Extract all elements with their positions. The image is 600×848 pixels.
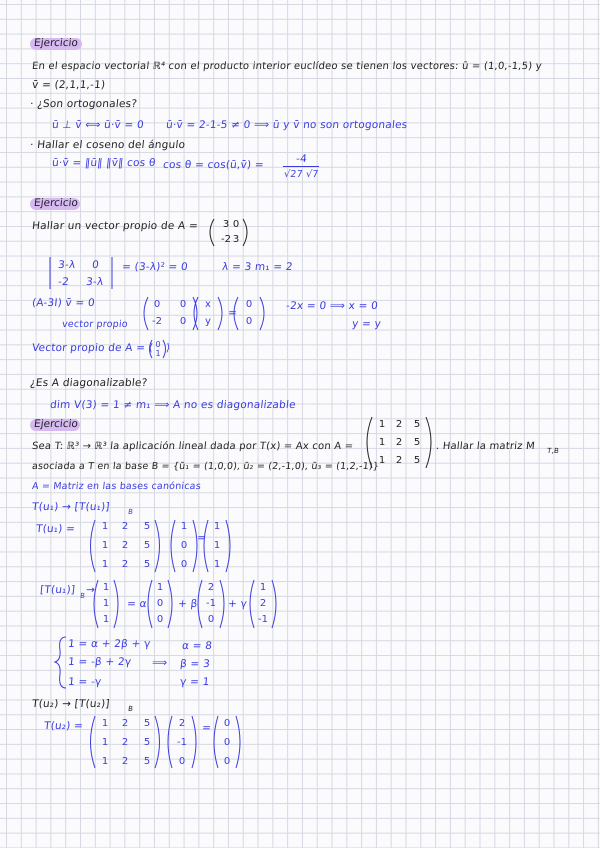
ex3-A-13: 5	[413, 419, 421, 430]
det-entry-22: 3-λ	[85, 276, 104, 288]
b2-2: -1	[206, 598, 216, 609]
eigenvector-1: 0	[155, 340, 161, 349]
A1-32: 2	[121, 559, 129, 570]
ex3-note: A = Matriz en las bases canónicas	[31, 481, 202, 492]
ex2-matrix-a12: 0	[232, 219, 240, 230]
u2-3: 0	[178, 756, 186, 767]
beta: + β	[177, 598, 199, 610]
solution-alpha: α = 8	[181, 640, 213, 652]
exercise-2-header: Ejercicio	[33, 197, 79, 209]
b3-1: 1	[259, 582, 267, 593]
b1-1: 1	[156, 582, 164, 593]
ex3-A-11: 1	[378, 419, 386, 430]
ex3-A-22: 2	[395, 437, 403, 448]
A2-11: 1	[101, 718, 109, 729]
ex3-statement-line-2: asociada a T en la base B = {ū₁ = (1,0,0), ū₂ = (2,-1,0), ū₃ = (1,2,-1)}	[31, 461, 380, 472]
res2-1: 0	[223, 718, 231, 729]
ex2-matrix-a21: -2	[221, 234, 231, 245]
A2-22: 2	[121, 737, 129, 748]
coord-label: [T(u₁)]	[39, 584, 76, 596]
v1-3: 1	[102, 614, 110, 625]
res1-2: 1	[213, 540, 221, 551]
zero-2: 0	[245, 316, 253, 327]
ex2-matrix-a22: 3	[232, 234, 240, 245]
ex3-A-23: 5	[413, 437, 421, 448]
ex1-statement-line-1: En el espacio vectorial ℝ⁴ con el producto interior euclídeo se tienen los vectores: ū = (1,0,-1,5) y	[31, 61, 543, 72]
ex1-answer-2a: ū·v̄ = ‖ū‖ ‖v̄‖ cos θ	[51, 157, 157, 169]
ex3-A-21: 1	[378, 437, 386, 448]
A1-22: 2	[121, 540, 129, 551]
v1-1: 1	[102, 582, 110, 593]
A1-11: 1	[101, 521, 109, 532]
u2-1: 2	[178, 718, 186, 729]
sys-matrix-22: 0	[179, 316, 187, 327]
u2-2: -1	[177, 737, 187, 748]
det-equation: = (3-λ)² = 0	[121, 261, 189, 273]
T-u1-label: T(u₁) =	[35, 523, 76, 535]
b3-3: -1	[258, 614, 268, 625]
res2-2: 0	[223, 737, 231, 748]
eigenvector-result: Vector propio de A = ⟨	[31, 342, 154, 354]
A2-12: 2	[121, 718, 129, 729]
eigenvalue: λ = 3 m₁ = 2	[221, 261, 294, 273]
step-2-sub: B	[127, 705, 134, 713]
solution-beta: β = 3	[179, 658, 211, 670]
A2-32: 2	[121, 756, 129, 767]
A1-21: 1	[101, 540, 109, 551]
ex1-statement-line-2: v̄ = (2,1,1,-1)	[31, 79, 106, 91]
gamma: + γ	[227, 598, 248, 610]
ex1-answer-1b: ū·v̄ = 2-1-5 ≠ 0 ⟹ ū y v̄ no son ortogonales	[165, 119, 408, 131]
system-implies: ⟹	[151, 657, 168, 669]
equation-y: y = y	[351, 318, 382, 330]
system-eq-3: 1 = -γ	[67, 676, 103, 688]
diagonalizable-question: ¿Es A diagonalizable?	[29, 377, 149, 389]
ex3-A-31: 1	[378, 455, 386, 466]
unknown-y: y	[205, 316, 211, 327]
ex3-A-12: 2	[395, 419, 403, 430]
solution-gamma: γ = 1	[179, 676, 211, 688]
ex1-fraction-numerator: -4	[295, 153, 308, 165]
diagonalizable-answer: dim V(3) = 1 ≠ m₁ ⟹ A no es diagonalizable	[49, 399, 297, 411]
A1-31: 1	[101, 559, 109, 570]
b1-3: 0	[156, 614, 164, 625]
A2-31: 1	[101, 756, 109, 767]
exercise-3-header: Ejercicio	[33, 418, 79, 430]
b3-2: 2	[259, 598, 267, 609]
exercise-1-header: Ejercicio	[33, 37, 79, 49]
A2-13: 5	[143, 718, 151, 729]
v1-2: 1	[102, 598, 110, 609]
ex2-title: Hallar un vector propio de A =	[31, 220, 199, 232]
det-entry-12: 0	[91, 259, 100, 271]
ex3-A-33: 5	[413, 455, 421, 466]
T-u2-label: T(u₂) =	[43, 720, 84, 732]
ex1-fraction-denominator: √27 √7	[283, 169, 320, 180]
sys-matrix-21: -2	[152, 316, 162, 327]
ex1-question-1: · ¿Son ortogonales?	[29, 98, 138, 110]
ex1-answer-2b: cos θ = cos(ū,v̄) =	[162, 159, 265, 171]
A2-33: 5	[143, 756, 151, 767]
res1-1: 1	[213, 521, 221, 532]
eigenvector-close: ⟩	[165, 342, 171, 354]
res1-3: 1	[213, 559, 221, 570]
equals-1: =	[196, 532, 207, 544]
b1-2: 0	[156, 598, 164, 609]
fraction-bar	[283, 166, 319, 167]
A2-21: 1	[101, 737, 109, 748]
equals-sign: =	[227, 307, 238, 319]
u1-2: 0	[180, 540, 188, 551]
ex3-statement-line-1: Sea T: ℝ³ → ℝ³ la aplicación lineal dada por T(x) = Ax con A =	[31, 441, 354, 452]
b2-1: 2	[207, 582, 215, 593]
zero-1: 0	[245, 299, 253, 310]
system-eq-2: 1 = -β + 2γ	[67, 656, 132, 668]
coord-arrow: →	[85, 584, 96, 596]
equation-x: -2x = 0 ⟹ x = 0	[285, 300, 379, 312]
A2-23: 5	[143, 737, 151, 748]
step-2: T(u₂) → [T(u₂)]	[31, 698, 111, 710]
alpha: = α	[126, 598, 148, 610]
eigen-system: (A-3I) v̄ = 0	[31, 297, 96, 309]
det-entry-11: 3-λ	[57, 259, 76, 271]
b2-3: 0	[207, 614, 215, 625]
u1-3: 0	[180, 559, 188, 570]
sys-matrix-11: 0	[153, 299, 161, 310]
ex1-question-2: · Hallar el coseno del ángulo	[29, 139, 186, 151]
step-1-sub: B	[127, 508, 134, 516]
ex1-answer-1a: ū ⊥ v̄ ⟺ ū·v̄ = 0	[51, 119, 145, 131]
A1-23: 5	[143, 540, 151, 551]
det-entry-21: -2	[57, 276, 70, 288]
coord-sub: B	[79, 592, 86, 600]
ex3-A-32: 2	[395, 455, 403, 466]
equals-2: =	[201, 722, 212, 734]
A1-13: 5	[143, 521, 151, 532]
sys-matrix-12: 0	[179, 299, 187, 310]
step-1: T(u₁) → [T(u₁)]	[31, 501, 111, 513]
eigenvector-label: vector propio	[61, 319, 129, 330]
ex3-matrix-subscript: T,B	[546, 447, 560, 455]
system-eq-1: 1 = α + 2β + γ	[67, 638, 152, 650]
ex2-matrix-a11: 3	[222, 219, 230, 230]
u1-1: 1	[180, 521, 188, 532]
res2-3: 0	[223, 756, 231, 767]
eigenvector-2: 1	[155, 349, 161, 358]
unknown-x: x	[205, 299, 211, 310]
A1-12: 2	[121, 521, 129, 532]
ex3-statement-line-1b: . Hallar la matriz M	[435, 441, 536, 452]
A1-33: 5	[143, 559, 151, 570]
